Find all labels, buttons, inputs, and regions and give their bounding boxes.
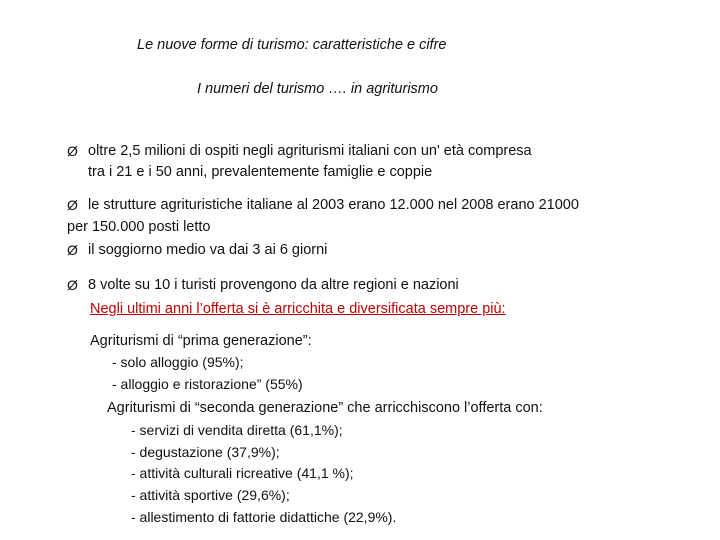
second-gen-suffix: che arricchiscono l’offerta con: [343,400,543,416]
second-gen-item: - allestimento di fattorie didattiche (22,9%). [131,509,397,525]
second-gen-prefix: Agriturismi di [107,400,195,416]
second-gen-heading [107,400,543,416]
highlight-text: Negli ultimi anni l’offerta si è arricchita e diversificata sempre più: [90,301,506,317]
bullet-arrow-icon: Ø [67,277,78,293]
bullet-1-line-2: tra i 21 e i 50 anni, prevalentemente famiglie e coppie [88,164,433,180]
first-gen-prefix: Agriturismi di [90,333,178,349]
second-gen-item: - attività culturali ricreative (41,1 %); [131,465,354,481]
bullet-arrow-icon: Ø [67,197,78,213]
bullet-2-line-1: le strutture agrituristiche italiane al 2003 erano 12.000 nel 2008 erano 21000 [88,197,579,213]
bullet-arrow-icon: Ø [67,143,78,159]
bullet-3-line-1: il soggiorno medio va dai 3 ai 6 giorni [88,242,328,258]
bullet-1-line-1: oltre 2,5 milioni di ospiti negli agriturismi italiani con un' età compresa [88,143,532,159]
bullet-4-line-1: 8 volte su 10 i turisti provengono da altre regioni e nazioni [88,277,459,293]
first-gen-suffix: : [307,333,312,349]
second-gen-item: - attività sportive (29,6%); [131,487,290,503]
first-gen-item: - solo alloggio (95%); [112,354,244,370]
page-subtitle: I numeri del turismo …. in agriturismo [197,81,438,97]
second-gen-item: - servizi di vendita diretta (61,1%); [131,422,343,438]
bullet-arrow-icon: Ø [67,242,78,258]
first-gen-heading [90,333,312,349]
second-gen-item: - degustazione (37,9%); [131,444,280,460]
first-gen-item: - alloggio e ristorazione” (55%) [112,376,303,392]
bullet-2-line-2: per 150.000 posti letto [67,219,211,235]
page-title: Le nuove forme di turismo: caratteristiche e cifre [137,37,447,53]
first-gen-label: “prima generazione” [177,333,308,349]
second-gen-label: “seconda generazione” [194,400,344,416]
